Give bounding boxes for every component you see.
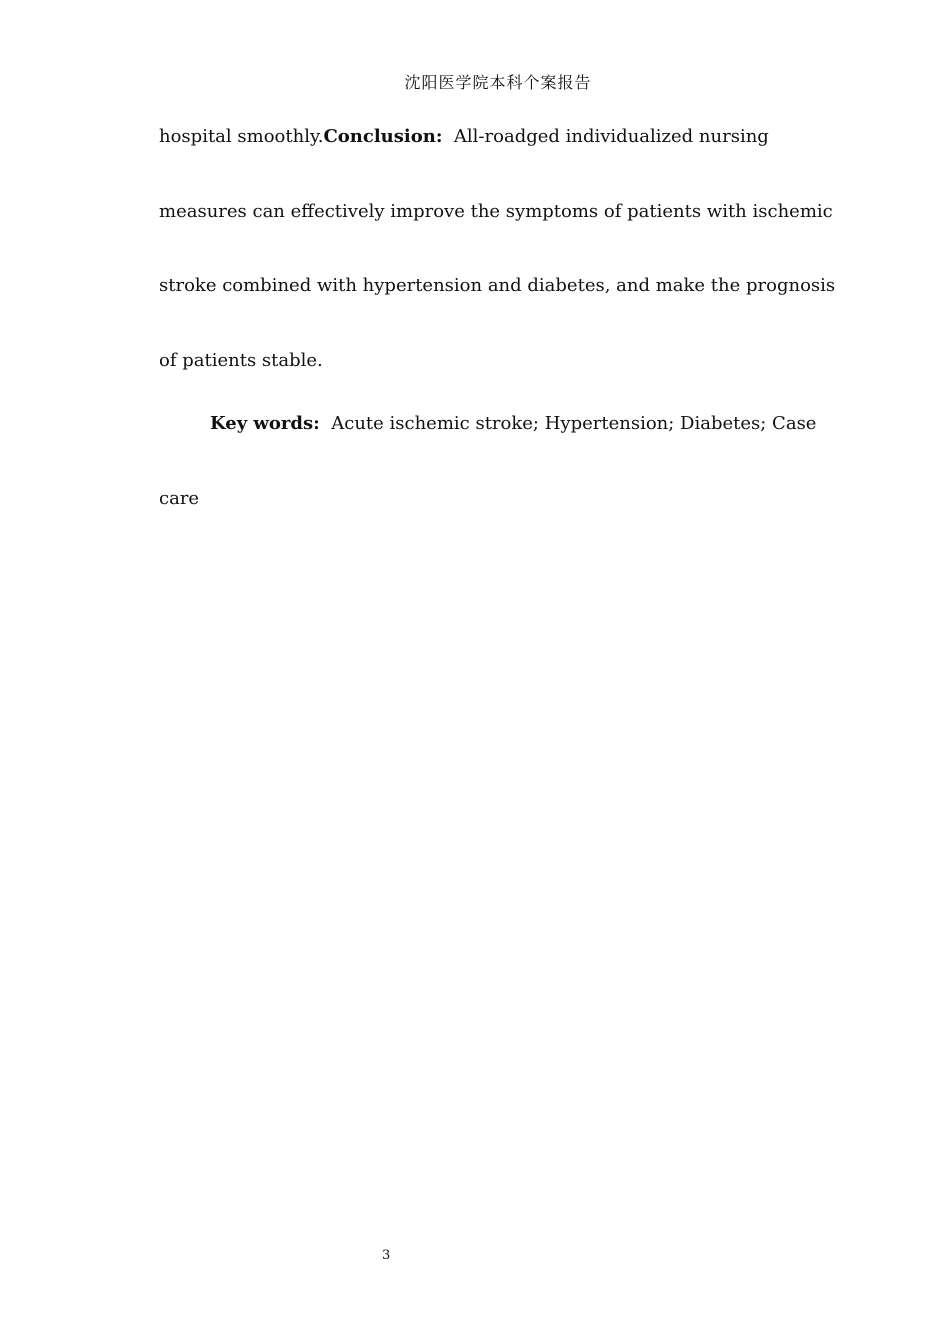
keywords-label: Key words:	[210, 413, 320, 434]
page-number: 3	[382, 1248, 391, 1263]
keywords-line-1	[210, 413, 816, 434]
abstract-line-1-prefix: hospital smoothly.	[159, 126, 324, 147]
conclusion-label: Conclusion:	[323, 126, 443, 147]
abstract-line-3: stroke combined with hypertension and diabetes, and make the prognosis	[159, 275, 836, 296]
abstract-line-4: of patients stable.	[159, 350, 323, 371]
abstract-line-1	[159, 126, 769, 147]
page-header: 沈阳医学院本科个案报告	[404, 73, 592, 92]
abstract-line-1-suffix: All-roadged individualized nursing	[453, 126, 769, 147]
keywords-text-1: Acute ischemic stroke; Hypertension; Diabetes; Case	[331, 413, 817, 434]
keywords-line-2: care	[159, 488, 200, 509]
abstract-line-2: measures can effectively improve the symptoms of patients with ischemic	[159, 201, 833, 222]
